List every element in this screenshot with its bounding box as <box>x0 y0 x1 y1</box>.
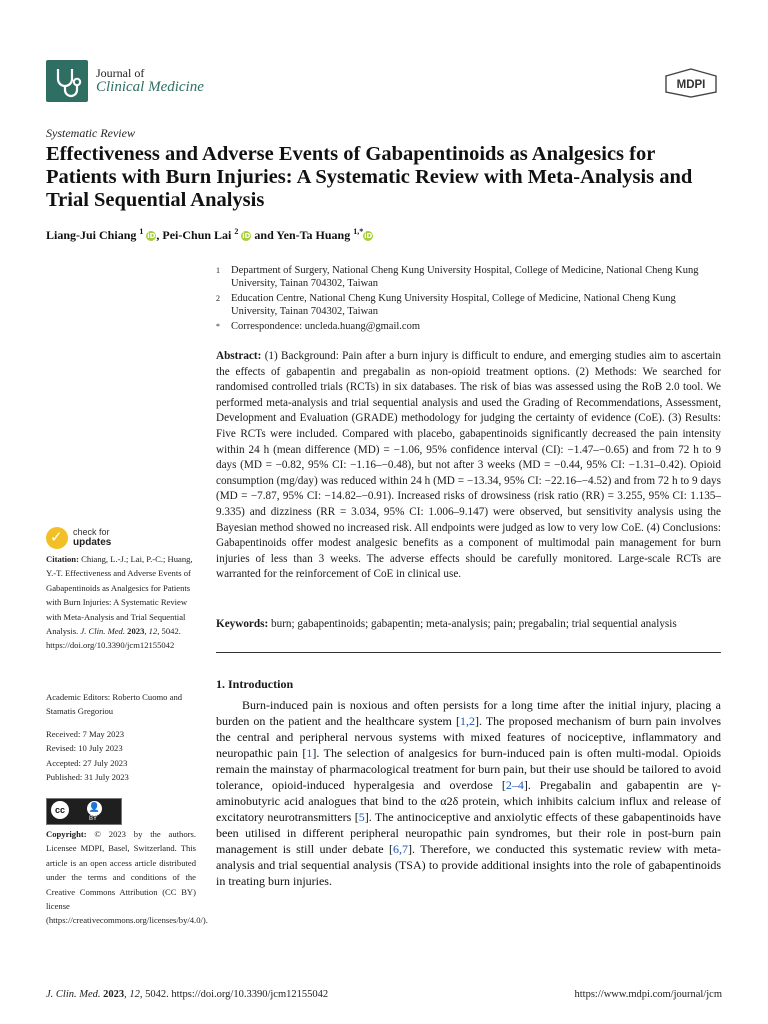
affiliation-number: 2 <box>216 294 220 303</box>
citation-volume: 12 <box>148 626 158 637</box>
divider <box>216 652 721 653</box>
author-name[interactable]: Liang-Jui Chiang <box>46 228 137 242</box>
author-separator: , <box>156 228 163 242</box>
intro-text: ]. The proposed mechanism of burn pain involves the central and peripheral nervous systems with mixed features of nociceptive, inflammatory and neuropathic pain [ <box>216 714 721 760</box>
affiliation-number: 1 <box>216 266 220 275</box>
citation-link[interactable]: 1,2 <box>459 714 475 728</box>
check-badge-icon: ✓ <box>46 527 68 549</box>
author-list <box>46 227 373 243</box>
journal-name-prefix: Journal of <box>96 66 145 80</box>
check-updates-line2: updates <box>73 537 112 548</box>
intro-text: ]. Therefore, we conducted this systematic review with meta-analysis and trial sequential analysis (TSA) to provide additional insights into the role of gabapentinoids in treating burn injuries. <box>216 842 721 888</box>
attribution-person-icon: 👤 <box>87 801 102 816</box>
correspondence-text[interactable]: Correspondence: uncleda.huang@gmail.com <box>231 321 420 332</box>
orcid-icon[interactable]: iD <box>147 232 156 241</box>
by-label: BY <box>89 816 98 822</box>
author-affiliation-mark: 1 <box>139 227 144 236</box>
publication-dates <box>46 727 196 785</box>
footer-journal: J. Clin. Med. <box>46 989 101 1000</box>
copyright-text: © 2023 by the authors. Licensee MDPI, Basel, Switzerland. This article is an open access article distributed under the terms and conditions of the Creative Commons Attribution (CC BY) license (https://creativecommons.org/licenses/by/4.0/). <box>46 829 208 926</box>
intro-text: ]. The selection of analgesics for burn-induced pain is often multi-modal. Opioids remain the mainstay of pharmacological treatment for burn pain, but their use should be tailored to avoid tolerance, opioid-induced hyperalgesia and overdose [ <box>216 746 721 792</box>
date-published: Published: 31 July 2023 <box>46 772 129 783</box>
publisher-logo-text: MDPI <box>676 79 706 91</box>
citation-journal: J. Clin. Med. <box>80 626 126 637</box>
section-heading: 1. Introduction <box>216 677 294 691</box>
citation-label: Citation: <box>46 554 79 564</box>
author-name[interactable]: Pei-Chun Lai <box>162 228 232 242</box>
footer-volume: 12 <box>129 989 140 1000</box>
citation-link[interactable]: 2–4 <box>505 778 524 792</box>
keywords-label: Keywords: <box>216 618 269 630</box>
abstract-text: (1) Background: Pain after a burn injury is difficult to endure, and emerging studies aim to ascertain the effects of gabapentin and pregabalin as non-opioid treatment options. (2) Methods: We searched for randomised controlled trials (RCTs) in six databases. The risk of bias was assessed using the RoB 2.0 tool. We performed meta-analysis and trial sequential analysis and used the Grading of Recommendations, Assessment, Development and Evaluation (GRADE) methodology for judging the certainty of evidence (CoE). (3) Results: Five RCTs were included. Compared with placebo, gabapentinoids significantly decreased the pain intensity within 24 h (mean difference (MD) = −1.06, 95% confidence interval (CI): −1.47–−0.65) and from 72 h to 9 days (MD = −0.82, 95% CI: −1.16–−0.48), but not after 3 weeks (MD = −0.44, 95% CI: −1.31–0.42). Opioid consumption (mg/day) was reduced within 24 h (MD = −13.34, 95% CI: −22.16–−4.52) and from 72 h to 9 days (MD = −7.87, 95% CI: −14.82–−0.91). Increased risks of drowsiness (risk ratio (RR) = 3.255, 95% CI: 1.135–9.335) and dizziness (RR = 3.034, 95% CI: 1.006–9.147) were observed, but sensitivity analysis using the Bayesian method showed no increased risk. All endpoints were judged as low to very low CoE. (4) Conclusions: Gabapentinoids offer modest analgesic benefits as a component of multimodal pain management for burn injuries of less than 3 weeks. The adverse effects should be carefully monitored. Large-scale RCTs are warranted for the reinforcement of CoE in clinical use. <box>216 350 721 581</box>
intro-text: ]. The antinociceptive and anxiolytic effects of these gabapentinoids have been utilised in different peripheral neuropathic pain syndromes, but their role in post-burn pain management is still under debate [ <box>216 810 722 856</box>
author-separator: and <box>251 228 277 242</box>
author-affiliation-mark: 1,* <box>353 227 364 236</box>
affiliation-text: Department of Surgery, National Cheng Kung University Hospital, College of Medicine, National Cheng Kung University, Tainan 704302, Taiwan <box>231 265 699 289</box>
abstract-label: Abstract: <box>216 350 262 362</box>
affiliation-number: * <box>216 322 220 331</box>
date-revised: Revised: 10 July 2023 <box>46 743 123 754</box>
check-for-updates-button[interactable] <box>46 527 146 551</box>
author-name[interactable]: Yen-Ta Huang <box>276 228 351 242</box>
abstract <box>216 349 721 583</box>
affiliations <box>216 264 721 335</box>
footer-journal-url[interactable]: https://www.mdpi.com/journal/jcm <box>574 989 722 1000</box>
citation-link[interactable]: 5 <box>358 810 365 824</box>
stethoscope-icon <box>46 60 88 102</box>
intro-text: ]. Pregabalin and gabapentin are γ-aminobutyric acid analogues that bind to the α2δ protein, which inhibits calcium influx and release of excitatory neurotransmitters [ <box>216 778 721 824</box>
journal-name: Clinical Medicine <box>96 79 204 95</box>
article-type: Systematic Review <box>46 126 135 140</box>
citation-block: Citation: Chiang, L.-J.; Lai, P.-C.; Huang, Y.-T. Effectiveness and Adverse Events of Gabapentinoids as Analgesics for Patients with Burn Injuries: A Systematic Review with Meta-Analysis and Trial Sequential Analysis. J. Clin. Med. 2023, 12, 5042. https://doi.org/10.3390/jcm12155042 <box>46 554 193 651</box>
mdpi-logo[interactable] <box>664 68 718 98</box>
article-title: Effectiveness and Adverse Events of Gabapentinoids as Analgesics for Patients with Burn Injuries: A Systematic Review with Meta-Analysis and Trial Sequential Analysis <box>46 143 693 211</box>
correspondence <box>216 320 721 333</box>
affiliation-item <box>216 292 721 318</box>
academic-editors: Academic Editors: Roberto Cuomo and Stamatis Gregoriou <box>46 692 183 717</box>
footer-doi[interactable]: , 5042. https://doi.org/10.3390/jcm12155042 <box>139 989 329 1000</box>
citation-link[interactable]: 1 <box>306 746 313 760</box>
introduction-paragraph <box>216 697 721 889</box>
citation-text: Chiang, L.-J.; Lai, P.-C.; Huang, Y.-T. Effectiveness and Adverse Events of Gabapentinoids as Analgesics for Patients with Burn Injuries: A Systematic Review with Meta-Analysis and Trial Sequential Analysis. <box>46 554 193 637</box>
citation-link[interactable]: 6,7 <box>393 842 409 856</box>
check-updates-line1: check for <box>73 527 110 537</box>
cc-by-license-badge[interactable] <box>46 798 122 825</box>
orcid-icon[interactable]: iD <box>364 232 373 241</box>
cc-icon: cc <box>51 801 69 819</box>
journal-logo <box>46 60 88 102</box>
keywords <box>216 617 721 632</box>
author-affiliation-mark: 2 <box>234 227 239 236</box>
orcid-icon[interactable]: iD <box>242 232 251 241</box>
copyright-label: Copyright: <box>46 829 87 839</box>
copyright-notice <box>46 827 208 928</box>
footer-year: 2023 <box>103 989 125 1000</box>
affiliation-text: Education Centre, National Cheng Kung University Hospital, College of Medicine, National Cheng Kung University, Tainan 704302, Taiwan <box>231 293 676 317</box>
citation-year: 2023 <box>127 626 145 637</box>
intro-text: Burn-induced pain is noxious and often persists for a long time after the initial injury, placing a burden on the patient and the healthcare system [ <box>216 698 721 728</box>
citation-doi[interactable]: , 5042. https://doi.org/10.3390/jcm12155042 <box>46 626 181 651</box>
footer-citation: J. Clin. Med. 2023, 12, 5042. https://doi.org/10.3390/jcm12155042 <box>46 989 329 1000</box>
affiliation-item <box>216 264 721 290</box>
date-received: Received: 7 May 2023 <box>46 729 125 739</box>
date-accepted: Accepted: 27 July 2023 <box>46 757 128 768</box>
keywords-text: burn; gabapentinoids; gabapentin; meta-analysis; pain; pregabalin; trial sequential analysis <box>271 618 677 630</box>
